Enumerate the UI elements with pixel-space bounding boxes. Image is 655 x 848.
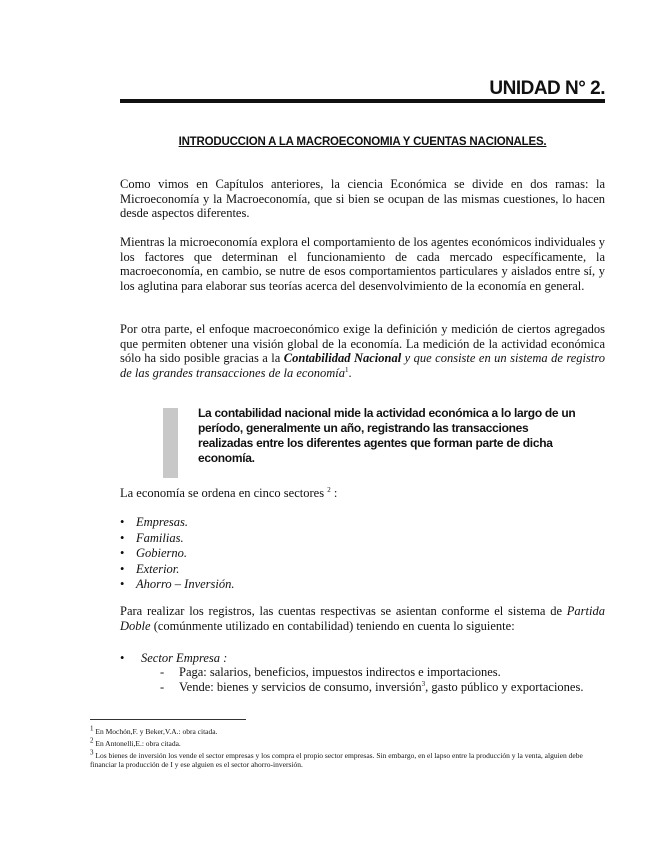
unit-heading: UNIDAD N° 2.	[489, 78, 605, 99]
paragraph-3-italic: y que consiste en un sistema de registro de las grandes transacciones de la economía	[120, 351, 606, 380]
list-item: • Empresas.	[120, 515, 235, 531]
highlight-quote: La contabilidad nacional mide la actividad económica a lo largo de un período, generalmente un año, registrando las transacciones realizadas entre los diferentes agentes que forman parte de dicha economía.	[198, 406, 576, 465]
footnote-number: 1	[90, 724, 94, 733]
list-item: • Familias.	[120, 531, 235, 547]
footnote-text: En Antonelli,E.: obra citada.	[93, 739, 181, 748]
sectors-list	[120, 515, 235, 593]
registro-end: (comúnmente utilizado en contabilidad) teniendo en cuenta lo siguiente:	[150, 618, 515, 633]
paragraph-3	[120, 322, 605, 380]
empresa-paga-text: Paga: salarios, beneficios, impuestos indirectos e importaciones.	[179, 665, 501, 679]
footnote-rule	[90, 719, 246, 720]
footnote-number: 3	[90, 748, 94, 757]
heading-rule	[120, 99, 605, 103]
footnote-text: Los bienes de inversión los vende el sector empresas y los compra el propio sector empresas. Sin embargo, en el lapso entre la producción y la venta, alguien debe financiar la producción de I y ese alguien es el sector ahorro-inversión.	[90, 751, 583, 769]
registro-text: Para realizar los registros, las cuentas respectivas se asientan conforme el sistema de	[120, 604, 567, 618]
sectors-intro-end: :	[330, 486, 338, 500]
list-item: • Gobierno.	[120, 546, 235, 562]
sectors-intro-text: La economía se ordena en cinco sectores	[120, 486, 325, 500]
footnote-number: 2	[90, 736, 94, 745]
dash-icon: -	[160, 665, 165, 679]
footnote-ref-1[interactable]: 1	[344, 365, 349, 374]
footnote	[90, 748, 590, 769]
page-title: INTRODUCCION A LA MACROECONOMIA Y CUENTAS NACIONALES.	[178, 136, 547, 148]
footnote-ref-3[interactable]: 3	[421, 679, 426, 688]
empresa-vende-text	[179, 680, 583, 695]
footnote-ref-2[interactable]: 2	[327, 485, 331, 494]
registro-paragraph	[120, 604, 605, 633]
list-item: • Exterior.	[120, 562, 235, 578]
paragraph-3-bold: Contabilidad Nacional	[283, 351, 402, 365]
empresa-vende-end: , gasto público y exportaciones.	[425, 680, 584, 694]
sector-empresa-label: Sector Empresa :	[141, 651, 228, 665]
empresa-vende-start: Vende: bienes y servicios de consumo, inversión	[179, 680, 422, 694]
paragraph-2: Mientras la microeconomía explora el comportamiento de los agentes económicos individuales y los factores que determinan el funcionamiento de cada mercado específicamente, la macroeconomía, en cambio, se nutre de esos comportamientos particulares y aislados entre sí, y los aglutina para elaborar sus teorías acerca del desenvolvimiento de la economía en general.	[120, 235, 605, 293]
quote-bar	[163, 408, 178, 478]
registro-italic: Partida Doble	[120, 604, 605, 633]
bullet-icon: •	[120, 651, 125, 665]
list-item: • Ahorro – Inversión.	[120, 577, 235, 593]
footnote	[90, 724, 590, 736]
dash-icon: -	[160, 680, 165, 694]
footnote-text: En Mochón,F. y Beker,V.A.: obra citada.	[93, 727, 218, 736]
paragraph-1: Como vimos en Capítulos anteriores, la ciencia Económica se divide en dos ramas: la Microeconomía y la Macroeconomía, que si bien se ocupan de las mismas cuestiones, lo hacen desde aspectos diferentes.	[120, 177, 605, 220]
paragraph-3-end: .	[348, 365, 352, 380]
sectors-intro	[120, 486, 337, 501]
paragraph-3-text: Por otra parte, el enfoque macroeconómico exige la definición y medición de ciertos agregados que permiten obtener una visión global de la economía. La medición de la actividad económica sólo ha sido posible gracias a la	[120, 322, 605, 365]
footnote	[90, 736, 590, 748]
